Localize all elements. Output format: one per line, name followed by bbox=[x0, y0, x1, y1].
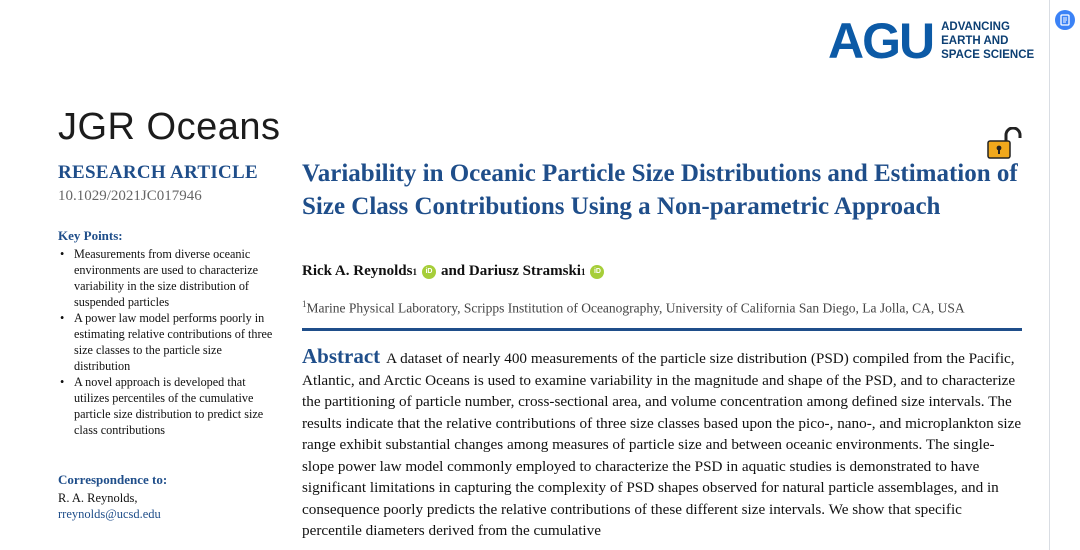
abstract bbox=[302, 346, 1022, 542]
agu-logo bbox=[828, 13, 1035, 69]
correspondence-heading: Correspondence to: bbox=[58, 472, 168, 487]
author-affiliation-mark: 1 bbox=[580, 266, 586, 277]
author-name[interactable]: Rick A. Reynolds bbox=[302, 263, 413, 279]
orcid-icon[interactable]: iD bbox=[422, 265, 436, 279]
agu-logo-letters: AGU bbox=[828, 13, 934, 69]
key-point-item: • A novel approach is developed that utilizes percentiles of the cumulative particle size distribution to predict size class contributions bbox=[58, 374, 273, 438]
author-affiliation-mark: 1 bbox=[412, 266, 417, 277]
abstract-text: A dataset of nearly 400 measurements of the particle size distribution (PSD) compiled from the Pacific, Atlantic, and Arctic Oceans is used to examine variability in the magnitude and shape of the PSD, and to characterize the partitioning of particle number, cross-sectional area, and volume concentration among defined size intervals. The results indicate that the relative contributions of three size classes based upon the pico-, nano-, and microplankton size range exhibit substantial changes among measures of particle size and between oceanic environments. The single-slope power law model commonly employed to characterize the PSD in aquatic studies is demonstrated to have significant limitations in capturing the complexity of PSD shapes observed for natural particle assemblages, and in consequence poorly predicts the relative contributions of these different size intervals. We show that specific percentile diameters derived from the cumulative bbox=[302, 350, 1022, 539]
affiliation-mark: 1 bbox=[302, 299, 307, 309]
orcid-icon[interactable]: iD bbox=[590, 265, 604, 279]
author-list bbox=[302, 263, 609, 280]
key-points-list bbox=[58, 246, 273, 438]
title-divider bbox=[302, 328, 1022, 331]
agu-tagline bbox=[941, 20, 1034, 62]
key-point-item: • Measurements from diverse oceanic environments are used to characterize variability in the size distribution of suspended particles bbox=[58, 246, 273, 310]
abstract-heading: Abstract bbox=[302, 344, 381, 368]
open-access-lock-icon bbox=[986, 127, 1022, 159]
viewer-edge-divider bbox=[1049, 0, 1050, 550]
article-title: Variability in Oceanic Particle Size Distributions and Estimation of Size Class Contributions Using a Non-parametric Approach bbox=[302, 160, 1018, 220]
correspondence-email-link[interactable]: rreynolds@ucsd.edu bbox=[58, 507, 161, 521]
agu-tagline-line: ADVANCING bbox=[941, 21, 1010, 33]
agu-tagline-line: SPACE SCIENCE bbox=[941, 49, 1035, 61]
agu-tagline-line: EARTH AND bbox=[941, 35, 1009, 47]
author-name[interactable]: Dariusz Stramski bbox=[468, 263, 581, 279]
affiliation bbox=[302, 299, 965, 317]
key-points-heading: Key Points: bbox=[58, 228, 123, 243]
extension-button[interactable] bbox=[1055, 10, 1075, 30]
key-point-item: • A power law model performs poorly in estimating relative contributions of three size classes to the particle size distribution bbox=[58, 310, 273, 374]
affiliation-text: Marine Physical Laboratory, Scripps Institution of Oceanography, University of California San Diego, La Jolla, CA, USA bbox=[306, 300, 965, 316]
document-icon bbox=[1059, 14, 1071, 26]
correspondence-name: R. A. Reynolds, bbox=[58, 491, 138, 505]
author-conjunction: and bbox=[440, 263, 466, 279]
doi[interactable]: 10.1029/2021JC017946 bbox=[58, 188, 202, 204]
journal-name: JGR Oceans bbox=[58, 106, 281, 148]
article-type: RESEARCH ARTICLE bbox=[58, 162, 258, 183]
